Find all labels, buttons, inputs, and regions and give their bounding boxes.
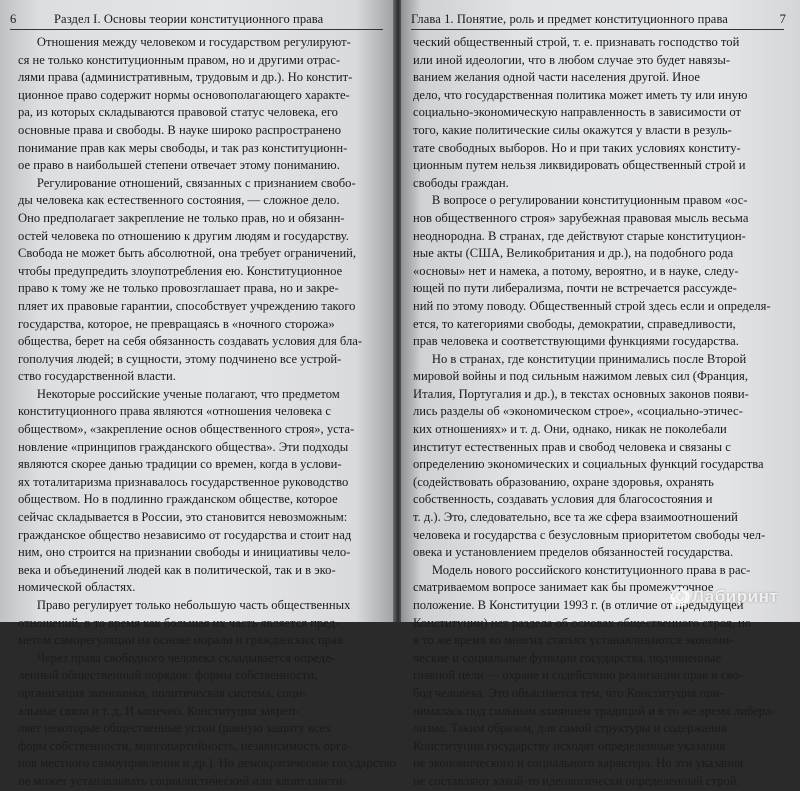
text-line: ленный общественный порядок: формы собственности, xyxy=(18,668,318,683)
text-line: Регулирование отношений, связанных с признанием свобо- xyxy=(18,175,356,190)
text-line: бод человека. Это объясняется тем, что Конституция при- xyxy=(413,685,724,700)
text-line: номической областях. xyxy=(18,580,136,595)
text-line: ванием желания одной части населения другой. Иное xyxy=(413,70,700,85)
text-line: обществом», «закрепление основ общественного строя», уста- xyxy=(18,422,355,437)
right-body-text xyxy=(413,34,787,791)
text-line: ое право в наибольшей степени отвечает этому пониманию. xyxy=(18,158,340,173)
right-page xyxy=(401,0,800,788)
text-line: Конституции государству исходят определенные указания xyxy=(413,738,726,753)
text-line: в то же время во многих статьях устанавливаются экономи- xyxy=(413,633,734,648)
text-line: ство государственной власти. xyxy=(18,369,176,384)
right-running-title: Глава 1. Понятие, роль и предмет конституционного права xyxy=(411,12,728,26)
text-line: ющей по пути либерализма, почти не встречается рассужде- xyxy=(413,281,737,296)
text-line: не может устанавливать социалистический или капиталисти- xyxy=(18,773,347,788)
right-header-rule xyxy=(411,29,784,30)
text-line: века и объединений людей как в политической, так и в эко- xyxy=(18,562,336,577)
text-line: положение. В Конституции 1993 г. (в отличие от предыдущей xyxy=(413,598,744,612)
text-line: ляет некоторые общественные устои (равную защиту всех xyxy=(18,721,332,736)
text-line: свободы граждан. xyxy=(413,175,509,190)
text-line: гополучия людей; в сущности, этому подчинено все устрой- xyxy=(18,351,342,366)
left-page xyxy=(0,0,396,788)
left-page-number: 6 xyxy=(10,12,17,26)
text-line: определению экономических и социальных функций государства xyxy=(413,457,764,472)
text-line: ких отношениях» и т. д. Они, однако, никак не поколебали xyxy=(413,422,727,437)
text-line: мировой войны и под сильным нажимом левых сил (Франция, xyxy=(413,369,748,384)
text-line: понимание прав как меры свободы, и так раз конституционн- xyxy=(18,140,348,155)
text-line: сейчас складывается в России, это становится невозможным: xyxy=(18,510,348,525)
text-line: остей человека по отношению к другим людям и государству. xyxy=(18,228,349,243)
text-line: неоднородна. В странах, где действуют старые конституцион- xyxy=(413,228,746,243)
text-line: институт естественных прав и свобод человека и связаны с xyxy=(413,439,731,454)
text-line: Модель нового российского конституционного права в рас- xyxy=(413,562,751,577)
text-line: метом саморегуляции на основе морали и гражданских прав. xyxy=(18,633,346,648)
text-line: ческие и социальные функции государства, подчиненные xyxy=(413,650,722,665)
text-line: сматриваемом вопросе занимает как бы промежуточное xyxy=(413,580,714,595)
text-line: дело, что государственная политика может иметь ту или иную xyxy=(413,87,748,102)
text-line: ционное право содержит нормы основополагающего характе- xyxy=(18,87,350,102)
right-page-number: 7 xyxy=(779,12,786,26)
text-line: того, какие политические силы окажутся у власти в резуль- xyxy=(413,122,732,137)
text-line: обществом. Но в подлинно гражданском обществе, которое xyxy=(18,492,338,507)
text-line: человека и государства с безусловным приоритетом свободы чел- xyxy=(413,527,766,542)
text-line: Право регулирует только небольшую часть общественных xyxy=(18,598,351,612)
text-line: основные права и свободы. В науке широко распространено xyxy=(18,122,342,137)
text-line: общества, берет на себя обязанность создавать условия для бла- xyxy=(18,334,363,349)
text-line: Оно предполагает закрепление не только прав, но и обязанн- xyxy=(18,210,345,225)
text-line: являются скорее данью традиции со времен, когда в услови- xyxy=(18,457,342,472)
text-line: государства, которое, не превращаясь в «ночного сторожа» xyxy=(18,316,335,331)
text-line: нималась под сильным влиянием традиций и в то же время либера- xyxy=(413,703,775,718)
left-header-rule xyxy=(10,29,383,30)
text-line: отношений, в то время как большая их часть является пред- xyxy=(18,615,340,630)
text-line: главной цели — охране и содействию реализации прав и сво- xyxy=(413,668,743,683)
text-line: форм собственности, многопартийность, независимость орга- xyxy=(18,738,352,753)
text-line: не экономического и социального характера. Но эти указания xyxy=(413,756,744,771)
text-line: ные акты (США, Великобритания и др.), на подобного рода xyxy=(413,246,734,261)
text-line: социально-экономическую направленность в зависимости от xyxy=(413,105,742,120)
text-line: Италия, Португалия и др.), в текстах основных законов появи- xyxy=(413,386,749,401)
text-line: «основы» нет и намека, а потому, вероятно, и в науке, следу- xyxy=(413,263,739,278)
text-line: прав человека и соответствующими функциями государства. xyxy=(413,334,739,349)
text-line: право к тому же не только провозглашает права, но и закре- xyxy=(18,281,339,296)
text-line: гражданское общество независимо от государства и стоит над xyxy=(18,527,352,542)
text-line: ний по этому поводу. Общественный строй здесь если и определя- xyxy=(413,298,771,313)
text-line: ды человека как естественного состояния, — сложное дело. xyxy=(18,193,340,208)
text-line: т. д.). Это, следовательно, все та же сфера взаимоотношений xyxy=(413,510,738,525)
text-line: ется, то категориями свободы, демократии, справедливости, xyxy=(413,316,736,331)
text-line: Некоторые российские ученые полагают, что предметом xyxy=(18,386,340,401)
labyrinth-logo-icon xyxy=(670,587,690,607)
text-line: лизма. Таким образом, для самой структуры и содержания xyxy=(413,721,727,736)
text-line: ним, оно строится на признании свободы и инициативы чело- xyxy=(18,545,351,560)
text-line: организация экономики, политическая система, соци- xyxy=(18,685,307,700)
text-line: лями права (административным, трудовым и др.). Но констит- xyxy=(18,70,353,85)
text-line: ра, из которых складываются правовой статус человека, его xyxy=(18,105,338,120)
text-line: Отношения между человеком и государством регулируют- xyxy=(18,35,351,49)
text-line: Через права свободного человека складывается опреде- xyxy=(18,650,335,665)
text-line: пляет их правовые гарантии, способствует учреждению такого xyxy=(18,298,356,313)
watermark-text: Лабиринт xyxy=(692,587,779,606)
text-line: ционным путем нельзя ликвидировать общественный строй и xyxy=(413,158,746,173)
text-line: нов местного самоуправления и др.). Но демократическое государство xyxy=(18,756,396,771)
left-running-title: Раздел I. Основы теории конституционного права xyxy=(54,12,324,26)
text-line: тате свободных выборов. Но и при таких условиях конститу- xyxy=(413,140,741,155)
text-line: ях тоталитаризма признавалось государственное руководство xyxy=(18,474,349,489)
text-line: Конституции) нет раздела об основах общественного строя, но xyxy=(413,615,752,630)
text-line: альные связи и т. д. И конечно, Конституция закреп- xyxy=(18,703,300,718)
text-line: лись разделы об «экономическом строе», «социально-этичес- xyxy=(413,404,743,419)
text-line: В вопросе о регулировании конституционным правом «ос- xyxy=(413,193,748,208)
text-line: конституционного права являются «отношения человека с xyxy=(18,404,331,419)
text-line: чтобы предупредить злоупотребления ею. Конституционное xyxy=(18,263,343,278)
text-line: овека и установлением пределов обязанностей государства. xyxy=(413,545,734,560)
text-line: ческий общественный строй, т. е. признавать господство той xyxy=(413,35,740,49)
text-line: или иной идеологии, что в любом случае это будет навязы- xyxy=(413,52,731,67)
watermark xyxy=(670,586,790,608)
text-line: собственность, создавать условия для благосостояния и xyxy=(413,492,713,507)
left-body-text xyxy=(18,34,396,791)
text-line: Свобода не может быть абсолютной, она требует ограничений, xyxy=(18,246,357,261)
text-line: ся не только конституционным правом, но и другими отрас- xyxy=(18,52,341,67)
text-line: новление «принципов гражданского общества». Эти подходы xyxy=(18,439,349,454)
text-line: не составляют какой-то идеологически определенный строй. xyxy=(413,773,740,788)
text-line: Но в странах, где конституции принимались после Второй xyxy=(413,351,747,366)
text-line: нов общественного строя» зарубежная правовая мысль весьма xyxy=(413,210,749,225)
text-line: (содействовать образованию, охране здоровья, охранять xyxy=(413,474,714,489)
